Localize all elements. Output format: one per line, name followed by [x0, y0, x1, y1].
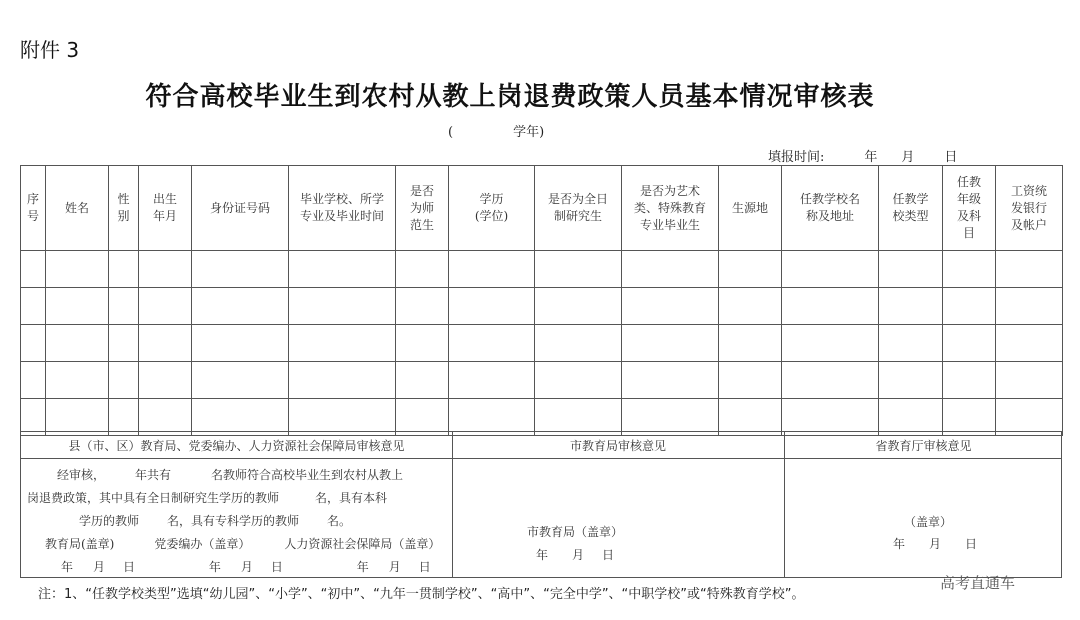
- table-cell[interactable]: [535, 288, 622, 325]
- province-review-heading: 省教育厅审核意见: [875, 439, 972, 453]
- table-cell[interactable]: [622, 362, 719, 399]
- table-cell[interactable]: [21, 362, 46, 399]
- header-cell: 任教年级及科目: [943, 166, 996, 251]
- table-row: [21, 399, 1063, 436]
- header-cell: 性别: [109, 166, 139, 251]
- table-cell[interactable]: [396, 325, 449, 362]
- table-cell[interactable]: [622, 325, 719, 362]
- table-cell[interactable]: [109, 325, 139, 362]
- county-text: 年共有: [135, 468, 172, 482]
- table-cell[interactable]: [719, 251, 782, 288]
- province-seal: （盖章）: [904, 515, 953, 529]
- header-cell: 身份证号码: [192, 166, 289, 251]
- table-cell[interactable]: [782, 251, 879, 288]
- table-cell[interactable]: [21, 251, 46, 288]
- header-cell: 序号: [21, 166, 46, 251]
- table-cell[interactable]: [535, 325, 622, 362]
- table-cell[interactable]: [46, 362, 109, 399]
- table-cell[interactable]: [192, 325, 289, 362]
- table-cell[interactable]: [109, 251, 139, 288]
- county-review-heading: 县（市、区）教育局、党委编办、人力资源社会保障局审核意见: [68, 439, 405, 453]
- county-line-2: [27, 487, 447, 510]
- date-year: 年: [893, 537, 906, 551]
- report-time-month: 月: [901, 150, 915, 165]
- city-dates: [536, 546, 614, 563]
- table-cell[interactable]: [449, 288, 535, 325]
- date-month: 月: [929, 537, 942, 551]
- table-cell[interactable]: [396, 288, 449, 325]
- table-cell[interactable]: [139, 288, 192, 325]
- table-cell[interactable]: [719, 362, 782, 399]
- header-cell: 任教学校类型: [879, 166, 943, 251]
- academic-year: [448, 121, 544, 140]
- table-cell[interactable]: [139, 325, 192, 362]
- date-year: 年: [356, 560, 369, 574]
- table-cell[interactable]: [192, 362, 289, 399]
- table-cell[interactable]: [719, 399, 782, 436]
- attachment-label: 附件 3: [20, 38, 80, 62]
- table-cell[interactable]: [449, 251, 535, 288]
- table-cell[interactable]: [396, 251, 449, 288]
- county-text: 名，具有本科: [315, 491, 388, 505]
- table-cell[interactable]: [879, 288, 943, 325]
- table-header-row: [21, 166, 1063, 251]
- header-cell: 是否为艺术类、特殊教育专业毕业生: [622, 166, 719, 251]
- table-cell[interactable]: [943, 399, 996, 436]
- academic-year-label: 学年): [513, 125, 545, 140]
- table-cell[interactable]: [996, 399, 1063, 436]
- table-cell[interactable]: [996, 251, 1063, 288]
- table-cell[interactable]: [46, 325, 109, 362]
- table-row: [21, 288, 1063, 325]
- header-cell: 生源地: [719, 166, 782, 251]
- table-cell[interactable]: [46, 288, 109, 325]
- table-cell[interactable]: [879, 251, 943, 288]
- table-cell[interactable]: [109, 362, 139, 399]
- table-cell[interactable]: [46, 399, 109, 436]
- county-text: 经审核，: [57, 468, 106, 482]
- table-cell[interactable]: [139, 399, 192, 436]
- table-cell[interactable]: [535, 399, 622, 436]
- table-cell[interactable]: [782, 288, 879, 325]
- date-day: 日: [123, 560, 136, 574]
- table-cell[interactable]: [996, 362, 1063, 399]
- report-time-label: 填报时间:: [768, 150, 825, 165]
- table-cell[interactable]: [943, 251, 996, 288]
- date-day: 日: [965, 537, 978, 551]
- table-row: [21, 325, 1063, 362]
- date-day: 日: [418, 560, 431, 574]
- province-dates: [893, 535, 977, 552]
- table-cell[interactable]: [109, 288, 139, 325]
- header-cell: 是否为全日制研究生: [535, 166, 622, 251]
- county-text: 岗退费政策，其中具有全日制研究生学历的教师: [27, 491, 280, 505]
- table-cell[interactable]: [289, 251, 396, 288]
- date-day: 日: [270, 560, 283, 574]
- county-seals: [27, 533, 447, 556]
- report-time-day: 日: [944, 150, 958, 165]
- table-cell[interactable]: [449, 325, 535, 362]
- hr-bureau-seal: 人力资源社会保障局（盖章）: [284, 537, 441, 551]
- header-cell: 姓名: [46, 166, 109, 251]
- date-month: 月: [572, 548, 585, 562]
- table-cell[interactable]: [396, 362, 449, 399]
- report-time: [768, 146, 957, 165]
- header-cell: 学历(学位): [449, 166, 535, 251]
- header-cell: 出生年月: [139, 166, 192, 251]
- date-month: 月: [388, 560, 401, 574]
- table-cell[interactable]: [46, 251, 109, 288]
- table-cell[interactable]: [192, 288, 289, 325]
- form-title-text: 符合高校毕业生到农村从教上岗退费政策人员基本情况审核表: [145, 82, 875, 112]
- table-cell[interactable]: [109, 399, 139, 436]
- table-cell[interactable]: [622, 399, 719, 436]
- city-seal: 市教育局（盖章）: [527, 525, 624, 539]
- header-cell: 是否为师范生: [396, 166, 449, 251]
- header-cell: 毕业学校、所学专业及毕业时间: [289, 166, 396, 251]
- county-text: 名，具有专科学历的教师: [167, 514, 300, 528]
- county-text: 名。: [327, 514, 352, 528]
- table-cell[interactable]: [622, 288, 719, 325]
- header-cell: 工资统发银行及帐户: [996, 166, 1063, 251]
- date-month: 月: [93, 560, 106, 574]
- table-cell[interactable]: [449, 362, 535, 399]
- footnote: 注：1、“任教学校类型”选填“幼儿园”、“小学”、“初中”、“九年一贯制学校”、“高中”、“完全中学”、“中职学校”或“特殊教育学校”。: [38, 587, 805, 602]
- table-cell[interactable]: [289, 399, 396, 436]
- county-line-3: [27, 510, 447, 533]
- table-cell[interactable]: [535, 251, 622, 288]
- date-year: 年: [61, 560, 74, 574]
- date-year: 年: [536, 548, 549, 562]
- table-cell[interactable]: [782, 399, 879, 436]
- table-cell[interactable]: [139, 251, 192, 288]
- county-line-1: [27, 464, 447, 487]
- info-table: [20, 165, 1063, 436]
- table-cell[interactable]: [943, 325, 996, 362]
- table-cell[interactable]: [782, 325, 879, 362]
- table-cell[interactable]: [21, 325, 46, 362]
- table-cell[interactable]: [21, 399, 46, 436]
- table-cell[interactable]: [21, 288, 46, 325]
- table-cell[interactable]: [879, 399, 943, 436]
- table-cell[interactable]: [996, 325, 1063, 362]
- table-cell[interactable]: [622, 251, 719, 288]
- header-cell: 任教学校名称及地址: [782, 166, 879, 251]
- table-cell[interactable]: [289, 325, 396, 362]
- city-review-heading: 市教育局审核意见: [569, 439, 666, 453]
- table-cell[interactable]: [139, 362, 192, 399]
- table-cell[interactable]: [192, 251, 289, 288]
- review-section: [20, 431, 1062, 578]
- table-row: [21, 362, 1063, 399]
- county-dates: [27, 556, 447, 579]
- date-day: 日: [602, 548, 615, 562]
- watermark: 高考直通车: [940, 574, 1016, 592]
- divider: [452, 458, 1061, 459]
- county-review-body: [27, 464, 447, 579]
- table-cell[interactable]: [943, 362, 996, 399]
- table-cell[interactable]: [879, 325, 943, 362]
- report-time-year: 年: [864, 150, 878, 165]
- table-cell[interactable]: [943, 288, 996, 325]
- table-cell[interactable]: [719, 288, 782, 325]
- divider: [21, 458, 452, 459]
- party-office-seal: 党委编办（盖章）: [154, 537, 251, 551]
- table-cell[interactable]: [996, 288, 1063, 325]
- table-cell[interactable]: [396, 399, 449, 436]
- table-cell[interactable]: [289, 288, 396, 325]
- table-cell[interactable]: [719, 325, 782, 362]
- date-year: 年: [208, 560, 221, 574]
- table-cell[interactable]: [192, 399, 289, 436]
- form-title: [0, 76, 1000, 113]
- academic-year-open: (: [448, 125, 454, 140]
- date-month: 月: [240, 560, 253, 574]
- table-cell[interactable]: [289, 362, 396, 399]
- county-text: 名教师符合高校毕业生到农村从教上: [211, 468, 404, 482]
- edu-bureau-seal: 教育局(盖章): [45, 537, 115, 551]
- table-cell[interactable]: [535, 362, 622, 399]
- table-cell[interactable]: [879, 362, 943, 399]
- county-text: 学历的教师: [79, 514, 140, 528]
- table-row: [21, 251, 1063, 288]
- table-cell[interactable]: [449, 399, 535, 436]
- table-cell[interactable]: [782, 362, 879, 399]
